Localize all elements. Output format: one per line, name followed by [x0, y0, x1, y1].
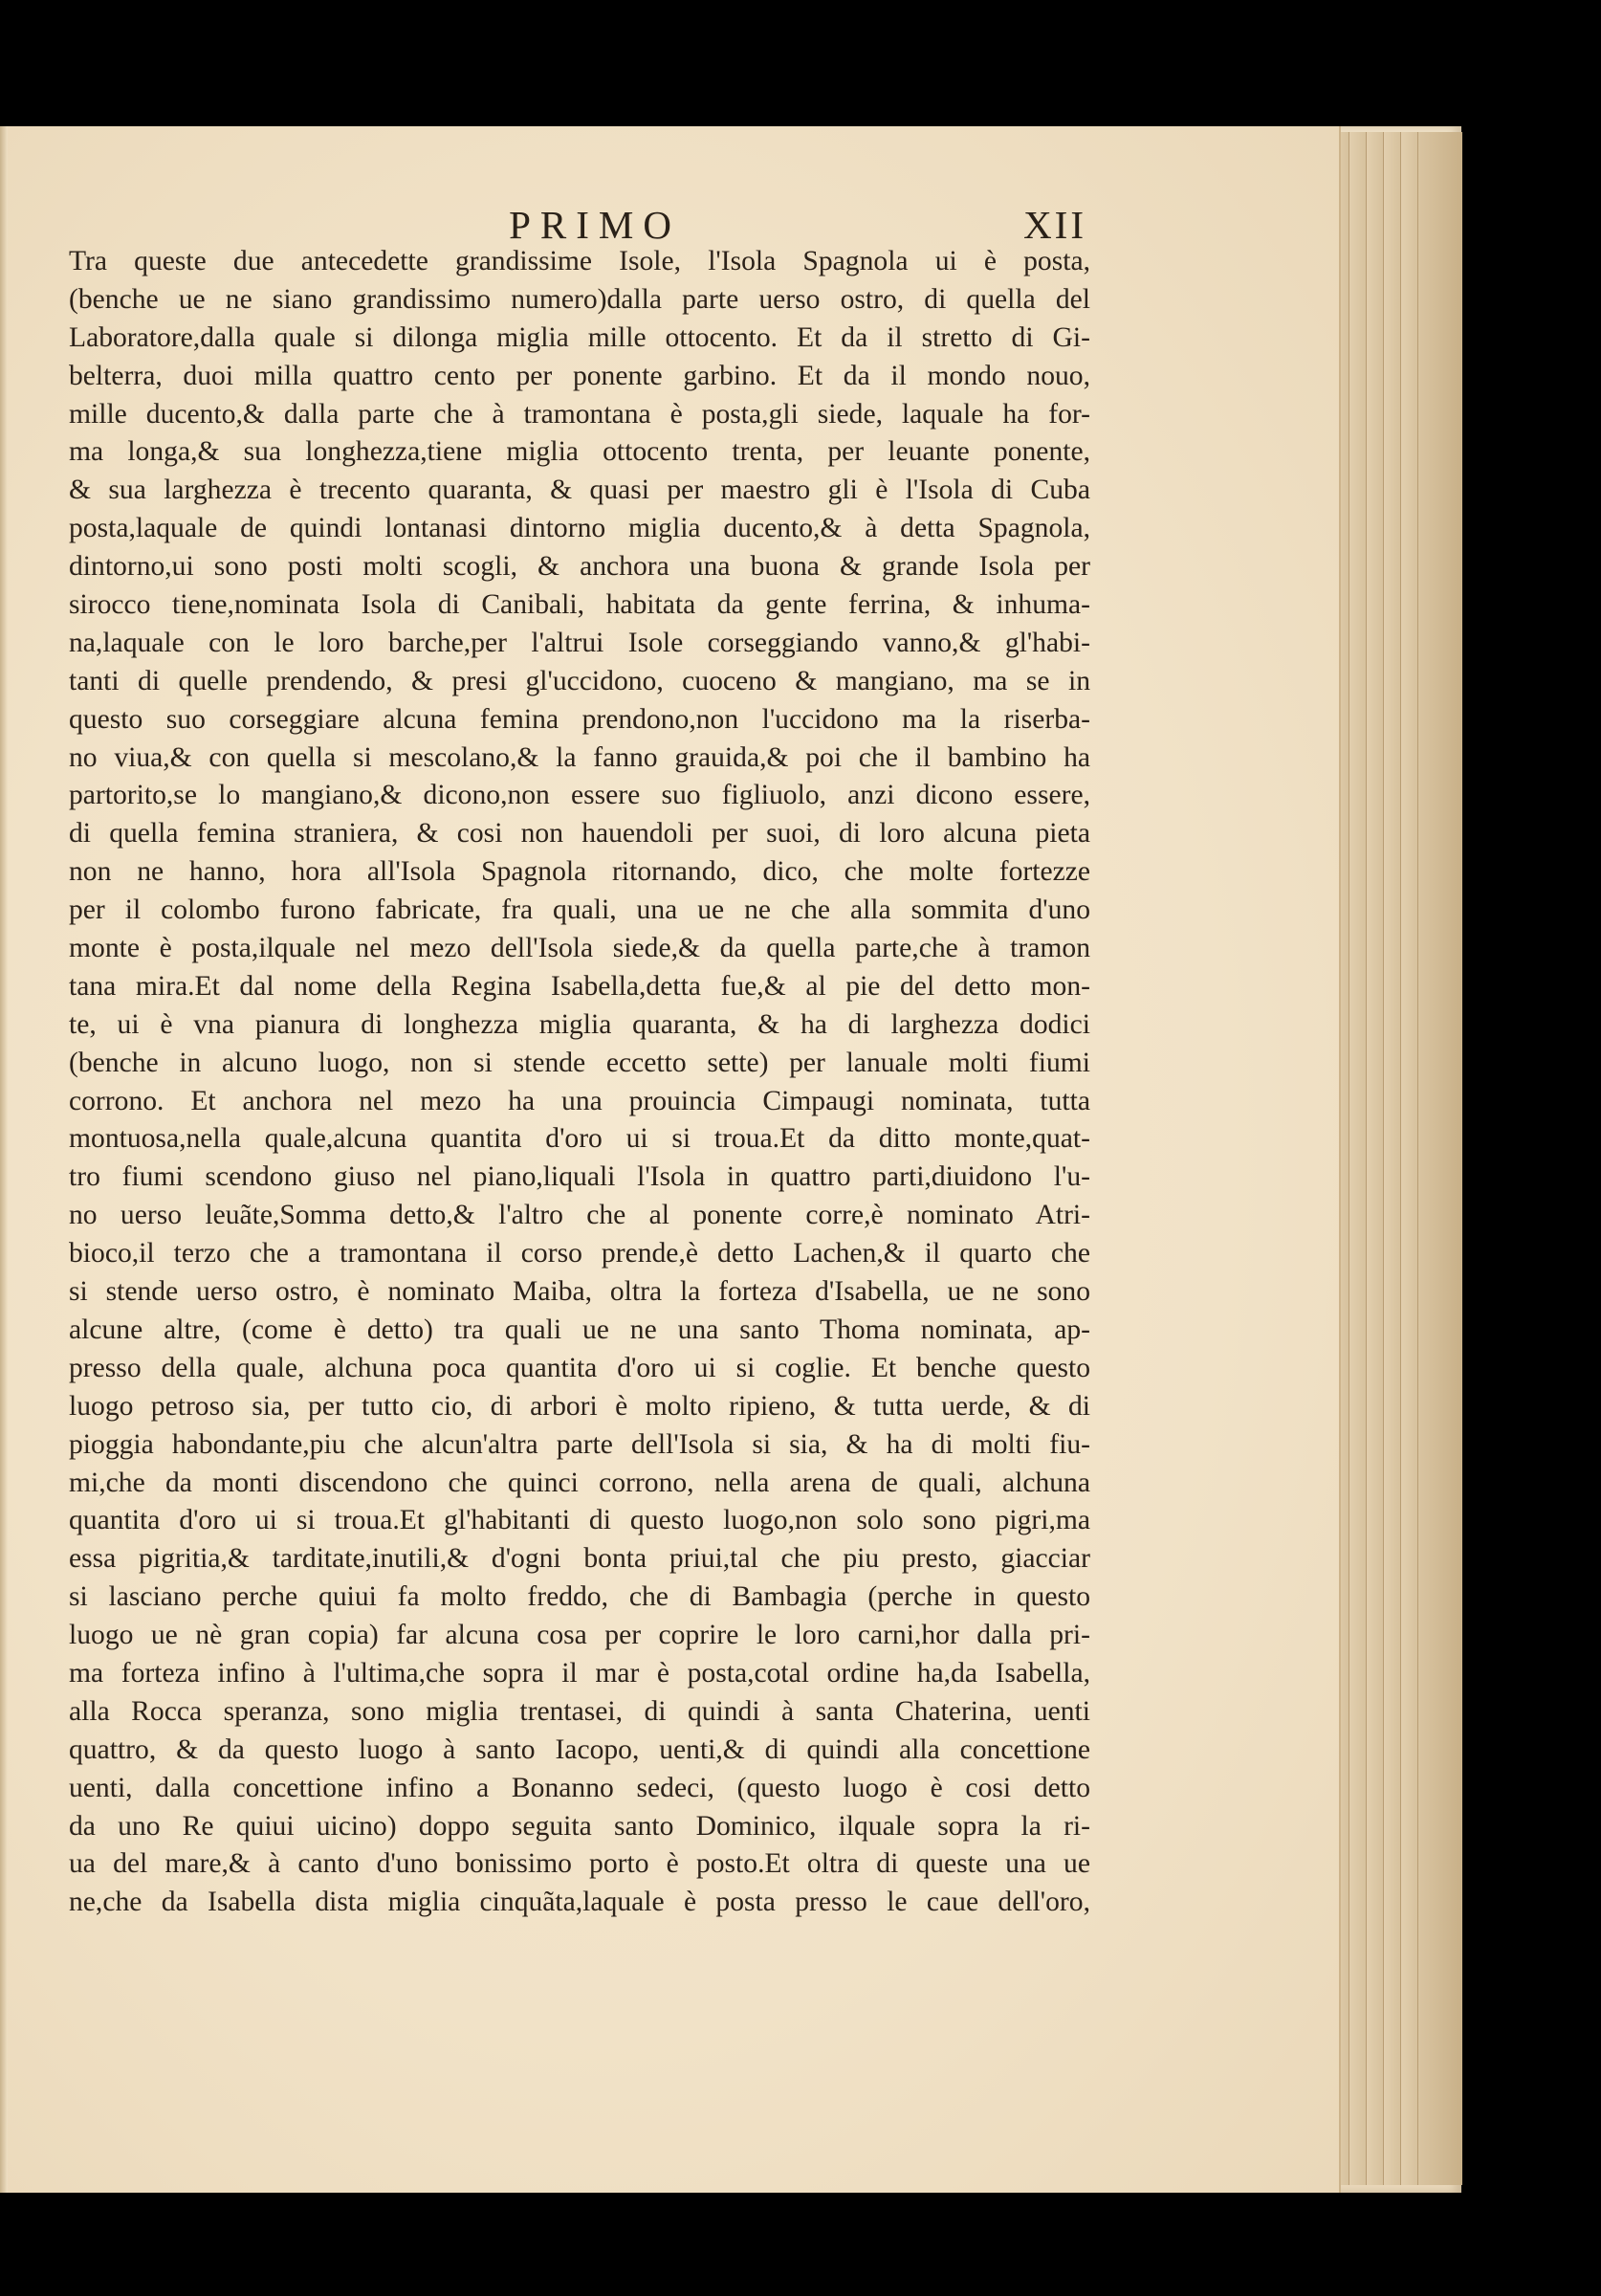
- text-line: alla Rocca speranza, sono miglia trentasei, di quindi à santa Chaterina, uenti: [69, 1695, 1090, 1727]
- page-edge: [1349, 132, 1367, 2185]
- text-line: ma forteza infino à l'ultima,che sopra il mar è posta,cotal ordine ha,da Isabella,: [69, 1657, 1090, 1689]
- text-line: monte è posta,ilquale nel mezo dell'Isola siede,& da quella parte,che à tramon: [69, 933, 1090, 964]
- text-line: Tra queste due antecedette grandissime Isole, l'Isola Spagnola ui è posta,: [69, 246, 1090, 276]
- text-line: essa pigritia,& tarditate,inutili,& d'ogni bonta priui,tal che piu presto, giacciar: [69, 1543, 1090, 1575]
- text-line: luogo petroso sia, per tutto cio, di arbori è molto ripieno, & tutta uerde, & di: [69, 1390, 1090, 1422]
- gutter-shadow: [0, 126, 8, 2193]
- page-edge: [1383, 132, 1401, 2185]
- text-line: quattro, & da questo luogo à santo Iacopo, uenti,& di quindi alla concettione: [69, 1733, 1090, 1765]
- text-line: dintorno,ui sono posti molti scogli, & anchora una buona & grande Isola per: [69, 551, 1090, 583]
- text-line: posta,laquale de quindi lontanasi dintorno miglia ducento,& à detta Spagnola,: [69, 513, 1090, 544]
- text-line: da uno Re quiui uicino) doppo seguita santo Dominico, ilquale sopra la ri-: [69, 1810, 1090, 1842]
- text-line: questo suo corseggiare alcuna femina prendono,non l'uccidono ma la riserba-: [69, 703, 1090, 735]
- text-line: si stende uerso ostro, è nominato Maiba, oltra la forteza d'Isabella, ue ne sono: [69, 1276, 1090, 1308]
- text-line: ne,che da Isabella dista miglia cinquãta,laquale è posta presso le caue dell'oro,: [69, 1887, 1090, 1918]
- text-line: & sua larghezza è trecento quaranta, & quasi per maestro gli è l'Isola di Cuba: [69, 475, 1090, 506]
- text-line: ma longa,& sua longhezza,tiene miglia ottocento trenta, per leuante ponente,: [69, 436, 1090, 468]
- text-line: (benche ue ne siano grandissimo numero)dalla parte uerso ostro, di quella del: [69, 283, 1090, 315]
- page-header: [0, 201, 1339, 249]
- text-line: no uerso leuãte,Somma detto,& l'altro che al ponente corre,è nominato Atri-: [69, 1200, 1090, 1231]
- text-line: ua del mare,& à canto d'uno bonissimo porto è posto.Et oltra di queste una ue: [69, 1848, 1090, 1880]
- text-line: na,laquale con le loro barche,per l'altrui Isole corseggiando vanno,& gl'habi-: [69, 627, 1090, 658]
- text-line: uenti, dalla concettione infino a Bonanno sedeci, (questo luogo è cosi detto: [69, 1772, 1090, 1803]
- text-line: mille ducento,& dalla parte che à tramontana è posta,gli siede, laquale ha for-: [69, 398, 1090, 430]
- text-line: luogo ue nè gran copia) far alcuna cosa per coprire le loro carni,hor dalla pri-: [69, 1620, 1090, 1651]
- text-line: tanti di quelle prendendo, & presi gl'uccidono, cuoceno & mangiano, ma se in: [69, 665, 1090, 696]
- text-line: non ne hanno, hora all'Isola Spagnola ritornando, dico, che molte fortezze: [69, 856, 1090, 888]
- text-line: presso della quale, alchuna poca quantita d'oro ui si coglie. Et benche questo: [69, 1352, 1090, 1383]
- text-line: te, ui è vna pianura di longhezza miglia quaranta, & ha di larghezza dodici: [69, 1008, 1090, 1040]
- text-line: no viua,& con quella si mescolano,& la fanno grauida,& poi che il bambino ha: [69, 741, 1090, 773]
- page-edge: [1400, 132, 1418, 2185]
- text-line: corrono. Et anchora nel mezo ha una prouincia Cimpaugi nominata, tutta: [69, 1085, 1090, 1116]
- text-line: sirocco tiene,nominata Isola di Canibali, habitata da gente ferrina, & inhuma-: [69, 589, 1090, 621]
- body-text: [69, 243, 1090, 1922]
- text-line: bioco,il terzo che a tramontana il corso prende,è detto Lachen,& il quarto che: [69, 1238, 1090, 1269]
- text-line: di quella femina straniera, & cosi non hauendoli per suoi, di loro alcuna pieta: [69, 818, 1090, 850]
- text-line: mi,che da monti discendono che quinci corrono, nella arena de quali, alchuna: [69, 1467, 1090, 1498]
- text-line: pioggia habondante,piu che alcun'altra parte dell'Isola si sia, & ha di molti fiu-: [69, 1428, 1090, 1460]
- text-line: belterra, duoi milla quattro cento per ponente garbino. Et da il mondo nouo,: [69, 360, 1090, 391]
- page-edge: [1366, 132, 1384, 2185]
- text-line: (benche in alcuno luogo, non si stende eccetto sette) per lanuale molti fiumi: [69, 1047, 1090, 1078]
- page-edge: [1417, 132, 1462, 2185]
- text-line: partorito,se lo mangiano,& dicono,non essere suo figliuolo, anzi dicono essere,: [69, 780, 1090, 811]
- text-line: Laboratore,dalla quale si dilonga miglia mille ottocento. Et da il stretto di Gi-: [69, 321, 1090, 353]
- text-line: tro fiumi scendono giuso nel piano,liquali l'Isola in quattro parti,diuidono l'u-: [69, 1161, 1090, 1193]
- text-line: tana mira.Et dal nome della Regina Isabella,detta fue,& al pie del detto mon-: [69, 970, 1090, 1002]
- text-line: si lasciano perche quiui fa molto freddo, che di Bambagia (perche in questo: [69, 1581, 1090, 1613]
- running-title: PRIMO: [509, 203, 681, 247]
- folio-number: XII: [1023, 203, 1086, 247]
- text-line: alcune altre, (come è detto) tra quali ue ne una santo Thoma nominata, ap-: [69, 1314, 1090, 1345]
- text-line: montuosa,nella quale,alcuna quantita d'oro ui si troua.Et da ditto monte,quat-: [69, 1123, 1090, 1155]
- text-line: quantita d'oro ui si troua.Et gl'habitanti di questo luogo,non solo sono pigri,ma: [69, 1505, 1090, 1536]
- text-line: per il colombo furono fabricate, fra quali, una ue ne che alla sommita d'uno: [69, 894, 1090, 926]
